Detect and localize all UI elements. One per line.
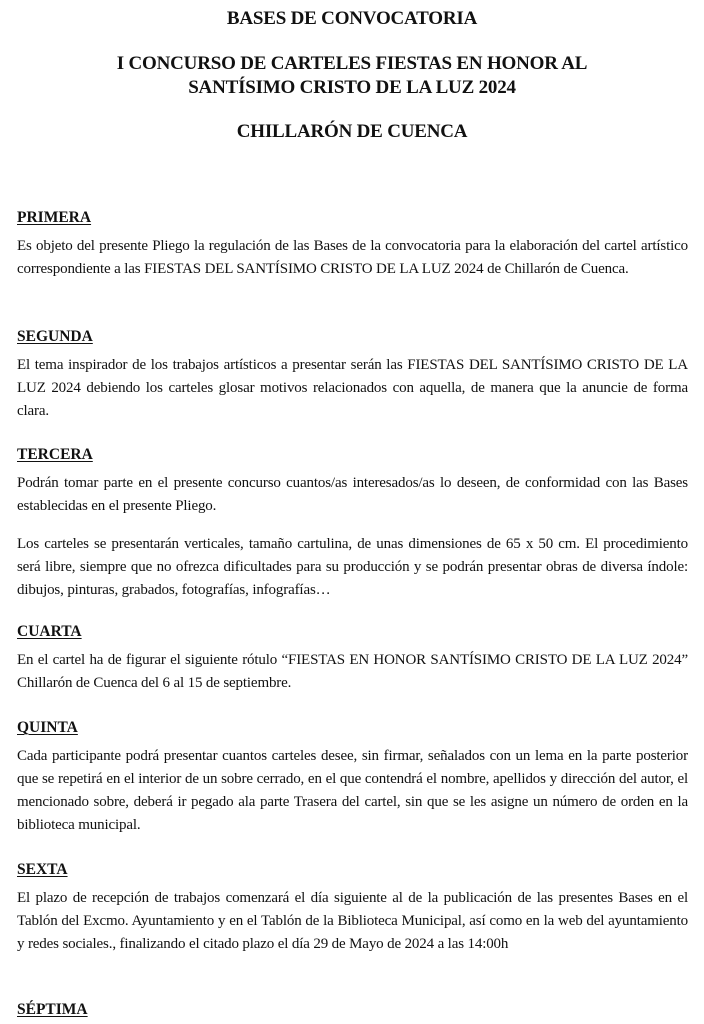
section-segunda-paragraph: El tema inspirador de los trabajos artísticos a presentar serán las FIESTAS DEL SANTÍSIMO CRISTO DE LA LUZ 2024 debiendo los carteles glosar motivos relacionados con aquella, de manera que la anuncie de forma clara. <box>17 357 688 419</box>
document-title: BASES DE CONVOCATORIA <box>226 8 478 29</box>
section-heading-primera: PRIMERA <box>17 209 92 226</box>
contest-title-line-2: SANTÍSIMO CRISTO DE LA LUZ 2024 <box>188 77 516 98</box>
section-primera-paragraph: Es objeto del presente Pliego la regulación de las Bases de la convocatoria para la elaboración del cartel artístico correspondiente a las FIESTAS DEL SANTÍSIMO CRISTO DE LA LUZ 2024 de Chillarón de Cuenca. <box>17 238 688 277</box>
section-sexta-paragraph: El plazo de recepción de trabajos comenzará el día siguiente al de la publicación de las presentes Bases en el Tablón del Excmo. Ayuntamiento y en el Tablón de la Biblioteca Municipal, así como en la web del ayuntamiento y redes sociales., finalizando el citado plazo el día 29 de Mayo de 2024 a las 14:00h <box>17 890 688 952</box>
section-heading-cuarta: CUARTA <box>17 623 82 640</box>
section-heading-quinta: QUINTA <box>17 719 78 736</box>
section-quinta-paragraph: Cada participante podrá presentar cuantos carteles desee, sin firmar, señalados con un lema en la parte posterior que se repetirá en el interior de un sobre cerrado, en el que contendrá el nombre, apellidos y dirección del autor, el mencionado sobre, deberá ir pegado ala parte Trasera del cartel, sin que se les asigne un número de orden en la biblioteca municipal. <box>17 748 688 833</box>
contest-title <box>0 52 704 100</box>
section-tercera-paragraph-1: Podrán tomar parte en el presente concurso cuantos/as interesados/as lo deseen, de conformidad con las Bases establecidas en el presente Pliego. <box>17 475 688 514</box>
contest-title-line-1: I CONCURSO DE CARTELES FIESTAS EN HONOR AL <box>116 53 588 74</box>
section-tercera-paragraph-2: Los carteles se presentarán verticales, tamaño cartulina, de unas dimensiones de 65 x 50 cm. El procedimiento será libre, siempre que no ofrezca dificultades para su producción y se podrán presentar obras de diversa índole: dibujos, pinturas, grabados, fotografías, infografías… <box>17 536 688 598</box>
section-cuarta-paragraph: En el cartel ha de figurar el siguiente rótulo “FIESTAS EN HONOR SANTÍSIMO CRISTO DE LA LUZ 2024” Chillarón de Cuenca del 6 al 15 de septiembre. <box>17 652 688 691</box>
section-heading-sexta: SEXTA <box>17 861 68 878</box>
section-heading-septima: SÉPTIMA <box>17 1001 88 1018</box>
location-title: CHILLARÓN DE CUENCA <box>236 121 468 142</box>
section-heading-segunda: SEGUNDA <box>17 328 93 345</box>
section-heading-tercera: TERCERA <box>17 446 93 463</box>
